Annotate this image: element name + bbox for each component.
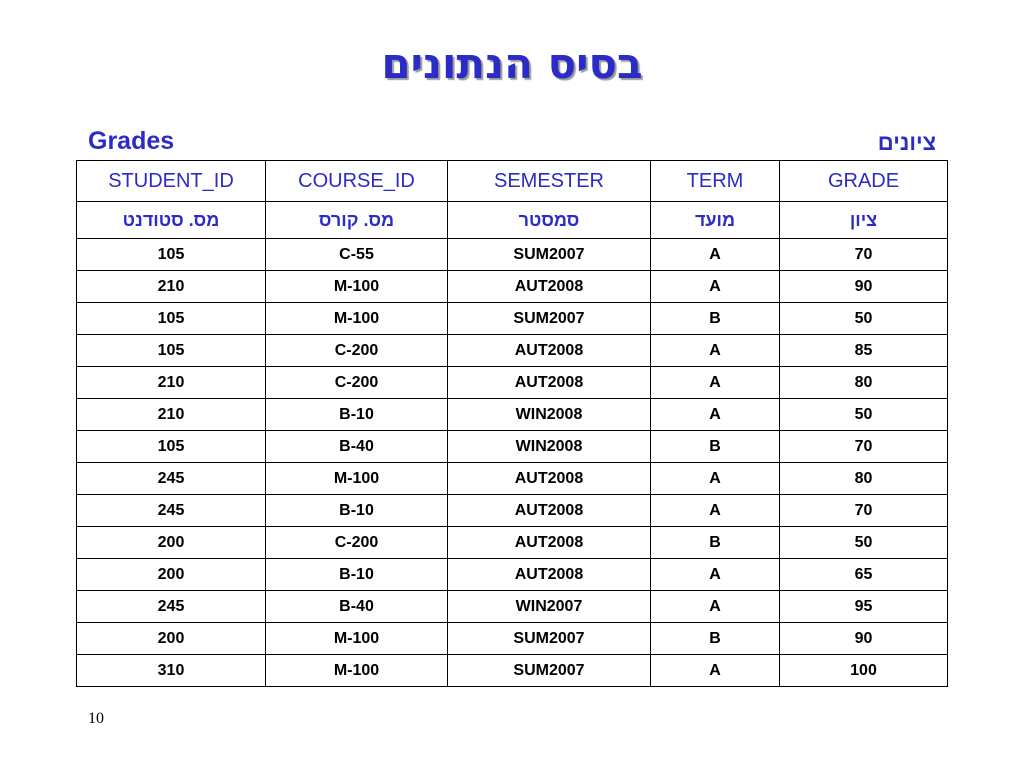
semester-cell: WIN2007 xyxy=(448,591,651,623)
grade-cell: 70 xyxy=(780,431,948,463)
term-cell: B xyxy=(651,527,780,559)
student-id-cell: 245 xyxy=(77,591,266,623)
term-cell: B xyxy=(651,623,780,655)
table-row xyxy=(77,239,948,271)
course-id-cell: C-55 xyxy=(266,239,448,271)
table-row xyxy=(77,623,948,655)
header-row-english xyxy=(77,161,948,202)
grade-cell: 85 xyxy=(780,335,948,367)
term-cell: A xyxy=(651,271,780,303)
grade-cell: 70 xyxy=(780,239,948,271)
semester-cell: AUT2008 xyxy=(448,559,651,591)
term-cell: A xyxy=(651,591,780,623)
column-header-grade-hebrew: ציון xyxy=(780,202,948,239)
term-cell: A xyxy=(651,335,780,367)
grade-cell: 90 xyxy=(780,271,948,303)
student-id-cell: 245 xyxy=(77,463,266,495)
semester-cell: WIN2008 xyxy=(448,399,651,431)
semester-cell: AUT2008 xyxy=(448,271,651,303)
student-id-cell: 210 xyxy=(77,367,266,399)
term-cell: A xyxy=(651,367,780,399)
course-id-cell: M-100 xyxy=(266,271,448,303)
table-row xyxy=(77,527,948,559)
grade-cell: 100 xyxy=(780,655,948,687)
student-id-cell: 105 xyxy=(77,303,266,335)
course-id-cell: M-100 xyxy=(266,623,448,655)
table-row xyxy=(77,559,948,591)
student-id-cell: 200 xyxy=(77,559,266,591)
table-row xyxy=(77,431,948,463)
grade-cell: 65 xyxy=(780,559,948,591)
student-id-cell: 310 xyxy=(77,655,266,687)
course-id-cell: B-10 xyxy=(266,495,448,527)
semester-cell: AUT2008 xyxy=(448,527,651,559)
course-id-cell: B-40 xyxy=(266,591,448,623)
table-label-english: Grades xyxy=(88,127,175,155)
grades-table-body xyxy=(77,239,948,687)
grade-cell: 90 xyxy=(780,623,948,655)
column-header-course-id: COURSE_ID xyxy=(266,161,448,202)
table-row xyxy=(77,495,948,527)
column-header-semester-hebrew: סמסטר xyxy=(448,202,651,239)
column-header-course-id-hebrew: מס. קורס xyxy=(266,202,448,239)
header-row-hebrew xyxy=(77,202,948,239)
grade-cell: 50 xyxy=(780,527,948,559)
semester-cell: AUT2008 xyxy=(448,335,651,367)
column-header-student-id-hebrew: מס. סטודנט xyxy=(77,202,266,239)
term-cell: B xyxy=(651,431,780,463)
table-row xyxy=(77,399,948,431)
grade-cell: 70 xyxy=(780,495,948,527)
course-id-cell: C-200 xyxy=(266,527,448,559)
page-number: 10 xyxy=(88,710,104,727)
column-header-student-id: STUDENT_ID xyxy=(77,161,266,202)
term-cell: A xyxy=(651,399,780,431)
semester-cell: WIN2008 xyxy=(448,431,651,463)
table-label-hebrew: ציונים xyxy=(877,130,936,155)
semester-cell: SUM2007 xyxy=(448,303,651,335)
grade-cell: 80 xyxy=(780,367,948,399)
table-row xyxy=(77,271,948,303)
semester-cell: SUM2007 xyxy=(448,623,651,655)
semester-cell: AUT2008 xyxy=(448,367,651,399)
column-header-term: TERM xyxy=(651,161,780,202)
course-id-cell: M-100 xyxy=(266,463,448,495)
term-cell: A xyxy=(651,239,780,271)
table-row xyxy=(77,367,948,399)
term-cell: A xyxy=(651,495,780,527)
grade-cell: 50 xyxy=(780,399,948,431)
column-header-term-hebrew: מועד xyxy=(651,202,780,239)
student-id-cell: 200 xyxy=(77,527,266,559)
column-header-grade: GRADE xyxy=(780,161,948,202)
grades-table xyxy=(76,160,948,687)
table-row xyxy=(77,591,948,623)
grade-cell: 80 xyxy=(780,463,948,495)
course-id-cell: C-200 xyxy=(266,367,448,399)
course-id-cell: B-10 xyxy=(266,399,448,431)
semester-cell: AUT2008 xyxy=(448,495,651,527)
grade-cell: 50 xyxy=(780,303,948,335)
term-cell: A xyxy=(651,559,780,591)
term-cell: A xyxy=(651,655,780,687)
table-row xyxy=(77,335,948,367)
semester-cell: SUM2007 xyxy=(448,239,651,271)
student-id-cell: 105 xyxy=(77,431,266,463)
grade-cell: 95 xyxy=(780,591,948,623)
student-id-cell: 105 xyxy=(77,239,266,271)
semester-cell: AUT2008 xyxy=(448,463,651,495)
course-id-cell: C-200 xyxy=(266,335,448,367)
slide-title: בסיס הנתונים xyxy=(381,39,643,88)
semester-cell: SUM2007 xyxy=(448,655,651,687)
course-id-cell: M-100 xyxy=(266,655,448,687)
table-row xyxy=(77,655,948,687)
student-id-cell: 200 xyxy=(77,623,266,655)
student-id-cell: 210 xyxy=(77,271,266,303)
course-id-cell: B-10 xyxy=(266,559,448,591)
student-id-cell: 210 xyxy=(77,399,266,431)
course-id-cell: B-40 xyxy=(266,431,448,463)
student-id-cell: 245 xyxy=(77,495,266,527)
term-cell: B xyxy=(651,303,780,335)
column-header-semester: SEMESTER xyxy=(448,161,651,202)
table-row xyxy=(77,303,948,335)
course-id-cell: M-100 xyxy=(266,303,448,335)
table-row xyxy=(77,463,948,495)
student-id-cell: 105 xyxy=(77,335,266,367)
term-cell: A xyxy=(651,463,780,495)
